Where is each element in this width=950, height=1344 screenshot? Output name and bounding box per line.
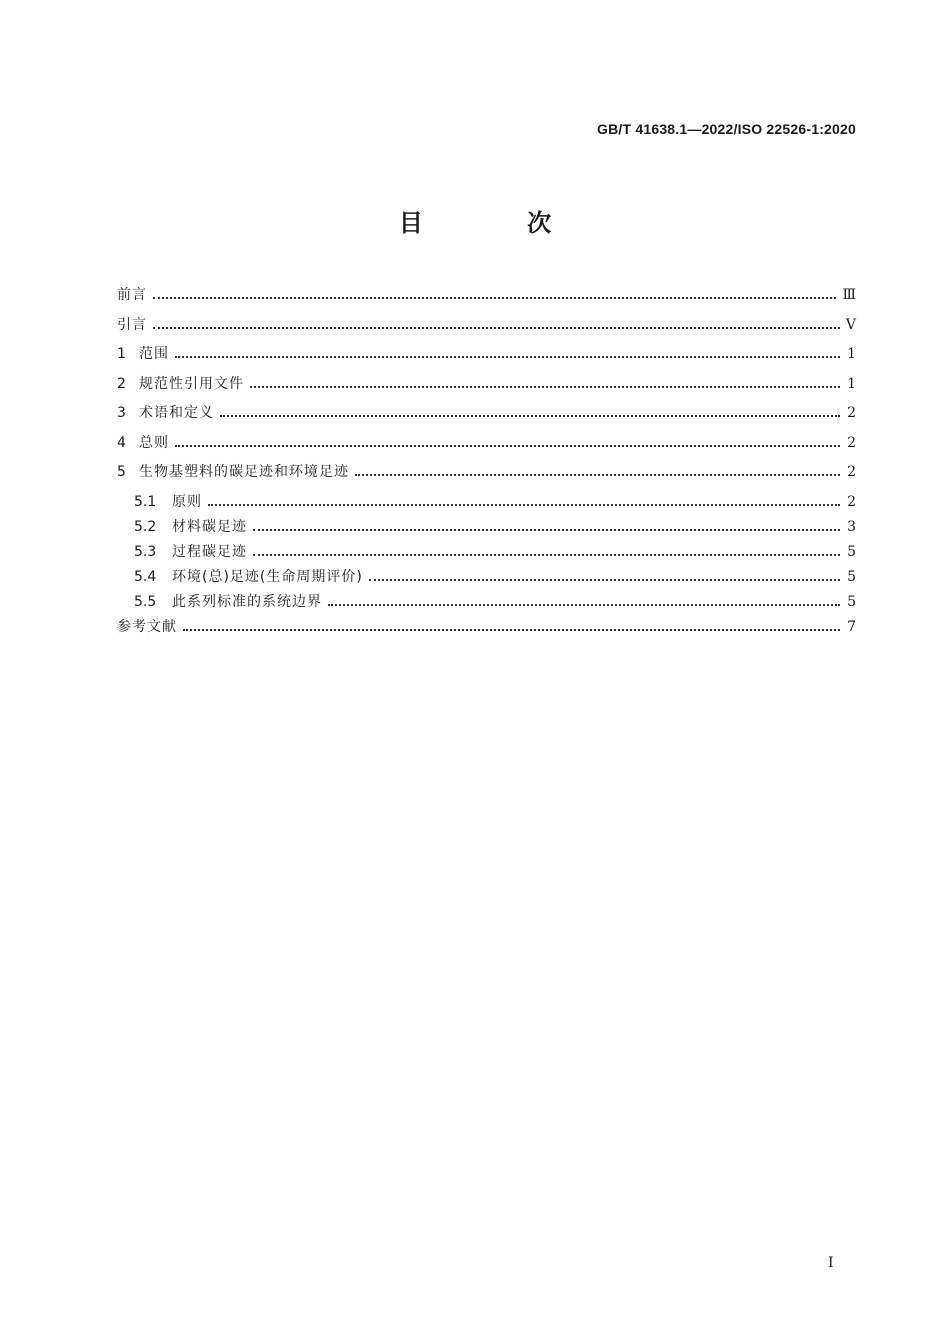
toc-entry-number: 1 <box>117 346 126 362</box>
toc-entry-number: 5 <box>117 464 126 480</box>
toc-leader-dots <box>253 554 840 556</box>
toc-leader-dots <box>183 629 840 631</box>
toc-leader-dots <box>369 579 840 581</box>
toc-entry-number: 4 <box>117 434 126 451</box>
toc-entry-bibliography[interactable] <box>117 616 856 645</box>
toc-leader-dots <box>153 297 836 299</box>
toc-entry-page: 1 <box>847 375 856 392</box>
toc-title: 目 次 <box>398 209 600 237</box>
toc-entry-page: Ⅲ <box>842 287 856 303</box>
toc-entry-page: 2 <box>847 464 856 480</box>
toc-entry-page: 3 <box>847 518 856 535</box>
toc-entry-page: 2 <box>847 493 856 510</box>
toc-entry-text: 范围 <box>139 346 169 362</box>
toc-entry-process-carbon-footprint[interactable] <box>117 541 856 566</box>
toc-entry-foreword[interactable] <box>117 284 856 314</box>
toc-entry-number: 5.5 <box>134 593 157 610</box>
page-number: I <box>828 1255 834 1271</box>
standard-number: GB/T 41638.1—2022/ISO 22526-1:2020 <box>597 121 856 137</box>
toc-entry-page: 5 <box>847 593 856 610</box>
toc-entry-text: 术语和定义 <box>139 405 214 421</box>
toc-entry-page: 1 <box>847 346 856 362</box>
toc-entry-text: 过程碳足迹 <box>172 543 247 560</box>
toc-entry-system-boundaries[interactable] <box>117 591 856 616</box>
toc-entry-number: 5.4 <box>134 568 157 585</box>
table-of-contents <box>117 284 856 645</box>
toc-entry-environmental-footprint-lca[interactable] <box>117 566 856 591</box>
toc-entry-principles[interactable] <box>117 491 856 516</box>
toc-entry-number: 3 <box>117 405 126 421</box>
toc-entry-text: 参考文献 <box>117 618 177 635</box>
toc-entry-page: 2 <box>847 434 856 451</box>
toc-entry-page: Ⅴ <box>845 316 856 333</box>
toc-entry-general[interactable] <box>117 432 856 462</box>
toc-leader-dots <box>253 529 840 531</box>
toc-entry-page: 7 <box>847 618 856 635</box>
toc-entry-page: 5 <box>847 543 856 560</box>
toc-entry-text: 材料碳足迹 <box>172 518 247 535</box>
toc-leader-dots <box>208 504 840 506</box>
toc-entry-text: 环境(总)足迹(生命周期评价) <box>172 568 363 585</box>
toc-entry-number: 5.1 <box>134 493 157 510</box>
toc-entry-terms-definitions[interactable] <box>117 402 856 432</box>
toc-entry-page: 5 <box>847 568 856 585</box>
toc-entry-material-carbon-footprint[interactable] <box>117 516 856 541</box>
toc-leader-dots <box>328 604 840 606</box>
toc-entry-carbon-environmental-footprint[interactable] <box>117 461 856 491</box>
toc-entry-text: 总则 <box>139 434 169 451</box>
toc-entry-normative-references[interactable] <box>117 373 856 403</box>
toc-entry-number: 5.2 <box>134 518 157 535</box>
toc-entry-page: 2 <box>847 405 856 421</box>
toc-entry-introduction[interactable] <box>117 314 856 344</box>
toc-entry-number: 5.3 <box>134 543 157 560</box>
toc-entry-scope[interactable] <box>117 343 856 373</box>
toc-entry-text: 生物基塑料的碳足迹和环境足迹 <box>139 464 349 480</box>
toc-entry-text: 原则 <box>172 493 202 510</box>
toc-leader-dots <box>175 445 840 447</box>
toc-entry-text: 规范性引用文件 <box>139 375 244 392</box>
toc-entry-text: 前言 <box>117 287 147 303</box>
toc-leader-dots <box>153 327 840 329</box>
toc-entry-text: 引言 <box>117 316 147 333</box>
toc-leader-dots <box>250 386 840 388</box>
toc-entry-number: 2 <box>117 375 126 392</box>
toc-leader-dots <box>355 474 840 476</box>
toc-leader-dots <box>175 356 840 358</box>
toc-entry-text: 此系列标准的系统边界 <box>172 593 322 610</box>
toc-leader-dots <box>220 415 840 417</box>
